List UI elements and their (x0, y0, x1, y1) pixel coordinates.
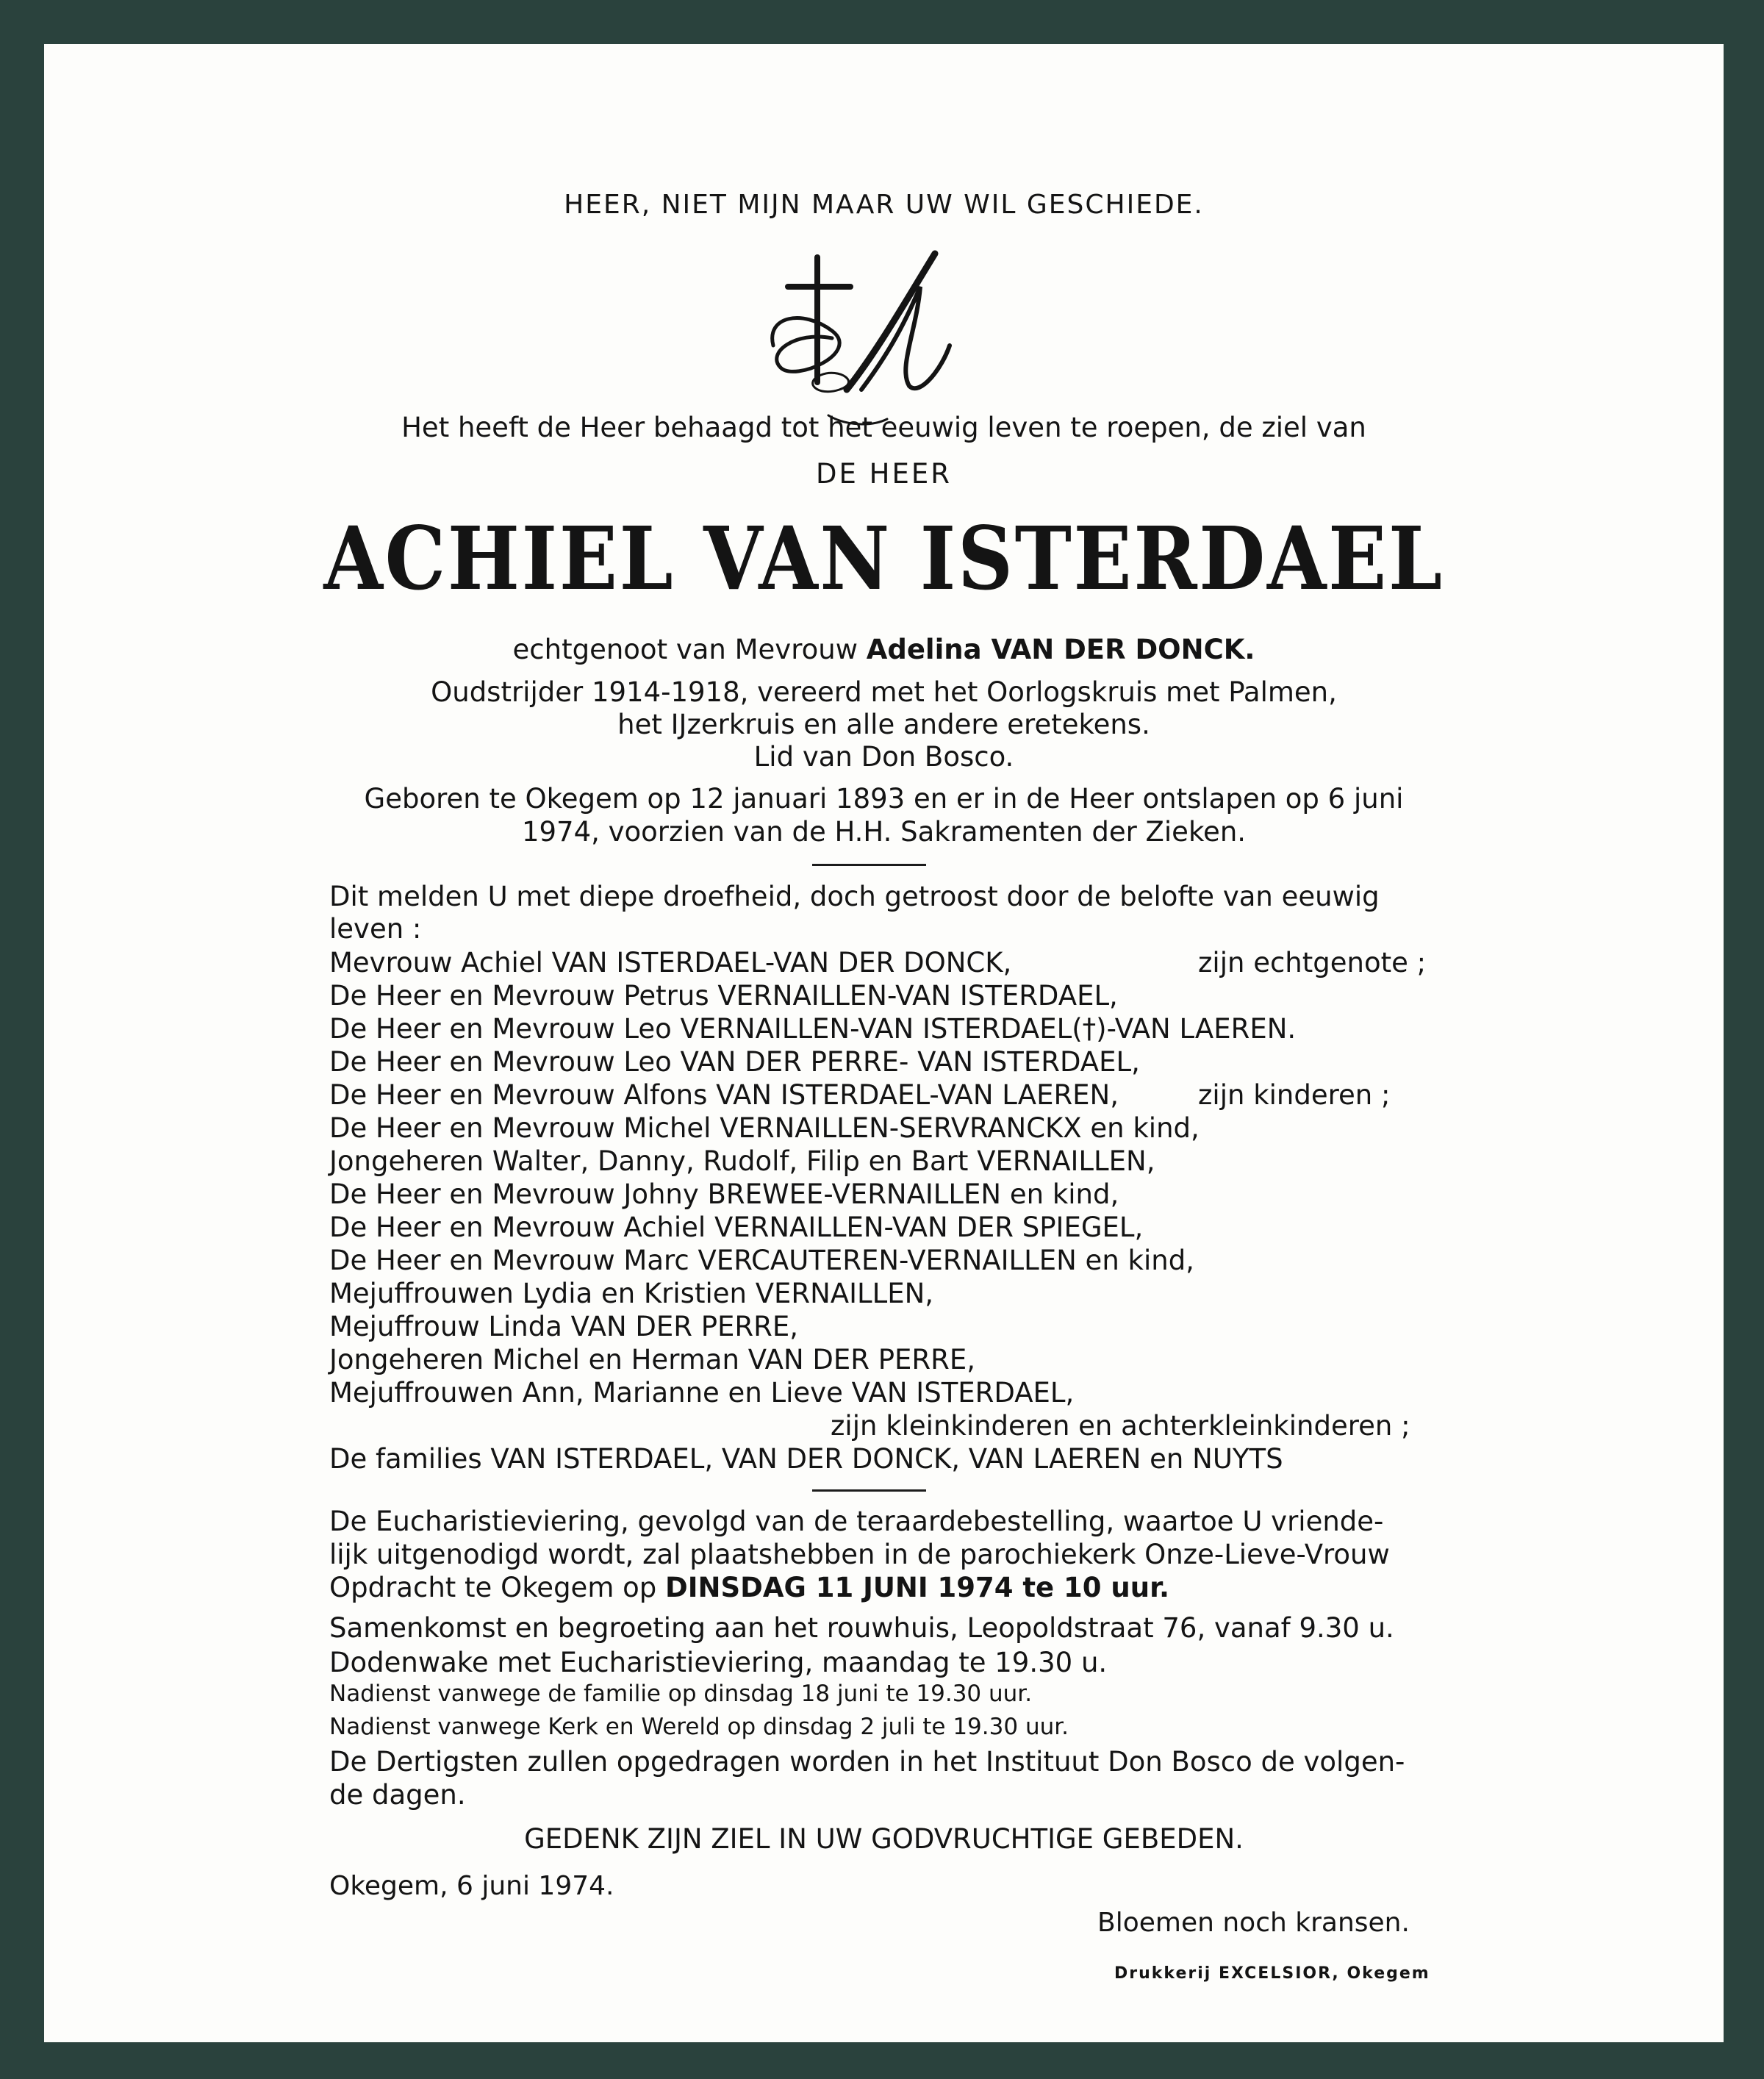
birth-death-line: 1974, voorzien van de H.H. Sakramenten der Zieken. (521, 816, 1247, 848)
family-member: Jongeheren Michel en Herman VAN DER PERRE, (329, 1344, 975, 1375)
place-date: Okegem, 6 juni 1974. (329, 1871, 614, 1901)
family-member: Mevrouw Achiel VAN ISTERDAEL-VAN DER DONCK, (329, 947, 1012, 978)
family-member: Mejuffrouwen Ann, Marianne en Lieve VAN ISTERDAEL, (329, 1377, 1075, 1409)
spouse-name: Adelina VAN DER DONCK. (866, 634, 1255, 665)
honours-line: Lid van Don Bosco. (753, 741, 1014, 773)
flowers-note: Bloemen noch kransen. (1097, 1908, 1410, 1938)
grandchildren-label: zijn kleinkinderen en achterkleinkinderen ; (831, 1410, 1410, 1442)
motto: HEER, NIET MIJN MAAR UW WIL GESCHIEDE. (564, 190, 1204, 220)
family-member: De Heer en Mevrouw Alfons VAN ISTERDAEL-VAN LAEREN, (329, 1079, 1119, 1111)
intro-text: Het heeft de Heer behaagd tot het eeuwig leven te roepen, de ziel van (401, 412, 1366, 443)
detail-line: Nadienst vanwege Kerk en Wereld op dinsdag 2 juli te 19.30 uur. (329, 1714, 1069, 1740)
family-member: Mejuffrouwen Lydia en Kristien VERNAILLEN, (329, 1278, 934, 1309)
spouse-prefix: echtgenoot van Mevrouw (512, 634, 867, 665)
divider (812, 1489, 926, 1492)
announcement-line: leven : (329, 913, 422, 945)
detail-line: Nadienst vanwege de familie op dinsdag 18 juni te 19.30 uur. (329, 1681, 1033, 1707)
detail-line: Samenkomst en begroeting aan het rouwhuis, Leopoldstraat 76, vanaf 9.30 u. (329, 1612, 1394, 1644)
detail-line: Dodenwake met Eucharistieviering, maandag te 19.30 u. (329, 1647, 1108, 1678)
title: DE HEER (816, 458, 952, 490)
honours-line: Oudstrijder 1914-1918, vereerd met het Oorlogskruis met Palmen, (431, 676, 1337, 708)
families-line: De families VAN ISTERDAEL, VAN DER DONCK, VAN LAEREN en NUYTS (329, 1443, 1283, 1475)
family-relation: zijn kinderen ; (1198, 1079, 1391, 1111)
honours-line: het IJzerkruis en alle andere eretekens. (617, 709, 1150, 740)
family-member: Mejuffrouw Linda VAN DER PERRE, (329, 1311, 798, 1342)
service-line: De Eucharistieviering, gevolgd van de teraardebestelling, waartoe U vriende- (329, 1506, 1384, 1537)
prayer: GEDENK ZIJN ZIEL IN UW GODVRUCHTIGE GEBEDEN. (524, 1823, 1244, 1855)
family-member: De Heer en Mevrouw Marc VERCAUTEREN-VERNAILLEN en kind, (329, 1245, 1194, 1276)
family-member: De Heer en Mevrouw Petrus VERNAILLEN-VAN ISTERDAEL, (329, 980, 1118, 1012)
family-relation: zijn echtgenote ; (1198, 947, 1427, 978)
service-date-line (329, 1572, 1169, 1603)
family-member: De Heer en Mevrouw Achiel VERNAILLEN-VAN DER SPIEGEL, (329, 1212, 1144, 1243)
deceased-name: ACHIEL VAN ISTERDAEL (323, 507, 1444, 609)
service-datetime: DINSDAG 11 JUNI 1974 te 10 uur. (665, 1572, 1170, 1603)
service-line: lijk uitgenodigd wordt, zal plaatshebben in de parochiekerk Onze-Lieve-Vrouw (329, 1539, 1390, 1570)
divider (812, 864, 926, 866)
spouse-line (44, 634, 1724, 665)
birth-death-line: Geboren te Okegem op 12 januari 1893 en er in de Heer ontslapen op 6 juni (364, 783, 1404, 815)
family-member: De Heer en Mevrouw Johny BREWEE-VERNAILLEN en kind, (329, 1178, 1119, 1210)
service-date-prefix: Opdracht te Okegem op (329, 1572, 666, 1603)
family-member: Jongeheren Walter, Danny, Rudolf, Filip en Bart VERNAILLEN, (329, 1145, 1155, 1177)
family-member: De Heer en Mevrouw Leo VAN DER PERRE- VAN ISTERDAEL, (329, 1046, 1140, 1078)
memorial-card (44, 44, 1724, 2042)
announcement-line: Dit melden U met diepe droefheid, doch getroost door de belofte van eeuwig (329, 881, 1380, 912)
family-member: De Heer en Mevrouw Leo VERNAILLEN-VAN ISTERDAEL(†)-VAN LAEREN. (329, 1013, 1297, 1045)
detail-line: De Dertigsten zullen opgedragen worden in het Instituut Don Bosco de volgen- (329, 1746, 1405, 1778)
family-member: De Heer en Mevrouw Michel VERNAILLEN-SERVRANCKX en kind, (329, 1112, 1200, 1144)
detail-line: de dagen. (329, 1779, 466, 1811)
printer-credit: Drukkerij EXCELSIOR, Okegem (1114, 1964, 1430, 1983)
